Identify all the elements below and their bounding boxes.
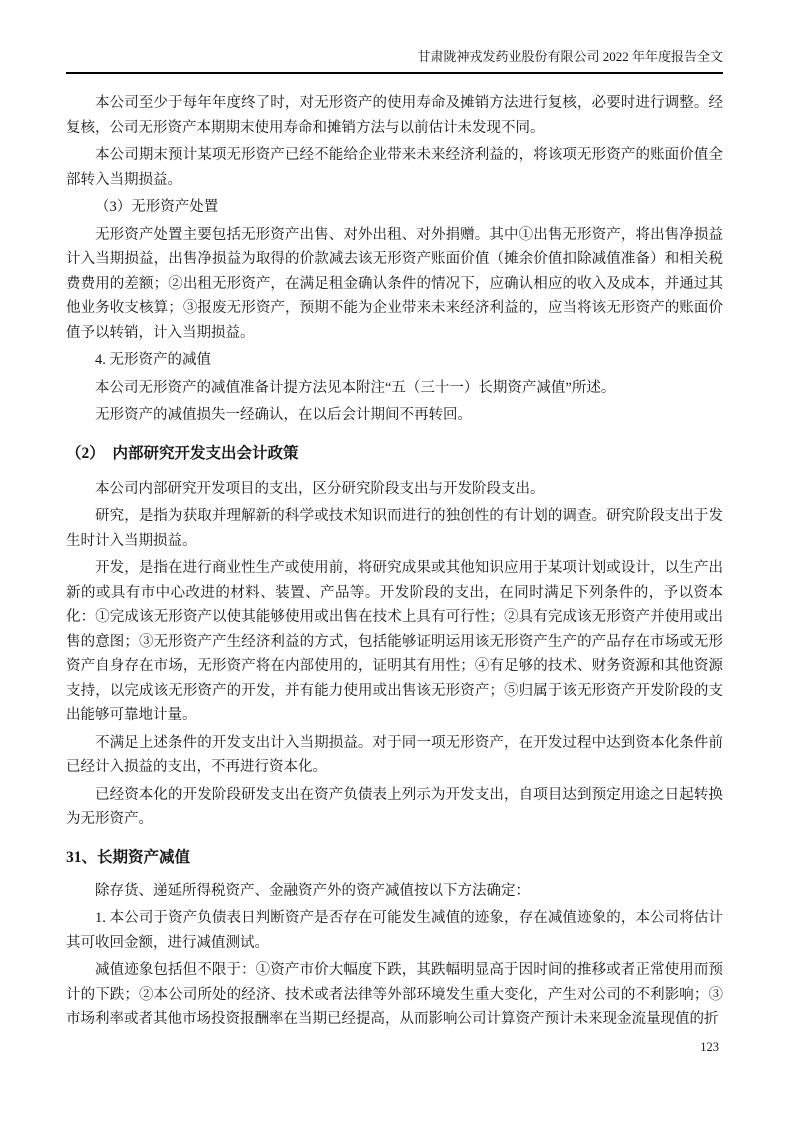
paragraph-intangible-writeoff: 本公司期末预计某项无形资产已经不能给企业带来未来经济利益的，将该项无形资产的账面价值全部转入当期损益。: [66, 147, 723, 188]
paragraph-impairment-indicators: 减值迹象包括但不限于：①资产市价大幅度下跌，其跌幅明显高于因时间的推移或者正常使用而预计的下跌；②本公司所处的经济、技术或者法律等外部环境发生重大变化，产生对公司的不利影响；③市场利率或者其他市场投资报酬率在当期已经提高，从而影响公司计算资产预计未来现金流量现值的折: [66, 962, 723, 1027]
paragraph-capitalized-expenditure: 已经资本化的开发阶段研发支出在资产负债表上列示为开发支出，自项目达到预定用途之日起转换为无形资产。: [66, 786, 723, 827]
report-header-title: 甘肃陇神戎发药业股份有限公司 2022 年年度报告全文: [417, 49, 723, 64]
paragraph-impairment-test: 1. 本公司于资产负债表日判断资产是否存在可能发生减值的迹象，存在减值迹象的，本公司将估计其可收回金额，进行减值测试。: [66, 910, 723, 951]
paragraph-rd-split: 本公司内部研究开发项目的支出，区分研究阶段支出与开发阶段支出。: [95, 480, 545, 497]
page-header: [66, 48, 723, 74]
paragraph-impairment-method: 本公司无形资产的减值准备计提方法见本附注“五（三十一）长期资产减值”所述。: [95, 379, 616, 396]
page-body: [66, 91, 723, 1035]
paragraph-intangible-review: 本公司至少于每年年度终了时，对无形资产的使用寿命及摊销方法进行复核，必要时进行调整。经复核，公司无形资产本期期末使用寿命和摊销方法与以前估计未发现不同。: [66, 95, 723, 136]
paragraph-impairment-no-reversal: 无形资产的减值损失一经确认，在以后会计期间不再转回。: [95, 407, 472, 423]
page-number: 123: [700, 1040, 719, 1054]
paragraph-disposal-detail: 无形资产处置主要包括无形资产出售、对外出租、对外捐赠。其中①出售无形资产，将出售净损益计入当期损益，出售净损益为取得的价款减去该无形资产账面价值（摊余价值扣除减值准备）和相关税费费用的差额；②出租无形资产，在满足租金确认条件的情况下，应确认相应的收入及成本，并通过其他业务收支核算；③报废无形资产，预期不能为企业带来未来经济利益的，应当将该无形资产的账面价值予以转销，计入当期损益。: [66, 226, 723, 341]
paragraph-research-definition: 研究，是指为获取并理解新的科学或技术知识而进行的独创性的有计划的调查。研究阶段支出于发生时计入当期损益。: [66, 508, 723, 549]
heading-longterm-asset-impairment: 31、长期资产减值: [66, 848, 191, 866]
subheading-intangible-impairment: 4. 无形资产的减值: [95, 352, 211, 368]
heading-rd-expenditure-policy: （2） 内部研究开发支出会计政策: [66, 444, 299, 462]
paragraph-noncapitalized-expenditure: 不满足上述条件的开发支出计入当期损益。对于同一项无形资产，在开发过程中达到资本化条件前已经计入损益的支出，不再进行资本化。: [66, 734, 723, 775]
paragraph-development-definition: 开发，是指在进行商业性生产或使用前，将研究成果或其他知识应用于某项计划或设计，以生产出新的或具有市中心改进的材料、装置、产品等。开发阶段的支出，在同时满足下列条件的，予以资本化：①完成该无形资产以使其能够使用或出售在技术上具有可行性；②具有完成该无形资产并使用或出售的意图；③无形资产产生经济利益的方式，包括能够证明运用该无形资产生产的产品存在市场或无形资产自身存在市场，无形资产将在内部使用的，证明其有用性；④有足够的技术、财务资源和其他资源支持，以完成该无形资产的开发，并有能力使用或出售该无形资产；⑤归属于该无形资产开发阶段的支出能够可靠地计量。: [66, 560, 723, 723]
subheading-intangible-disposal: （3）无形资产处置: [95, 199, 219, 215]
paragraph-impairment-scope: 除存货、递延所得税资产、金融资产外的资产减值按以下方法确定：: [95, 882, 530, 899]
